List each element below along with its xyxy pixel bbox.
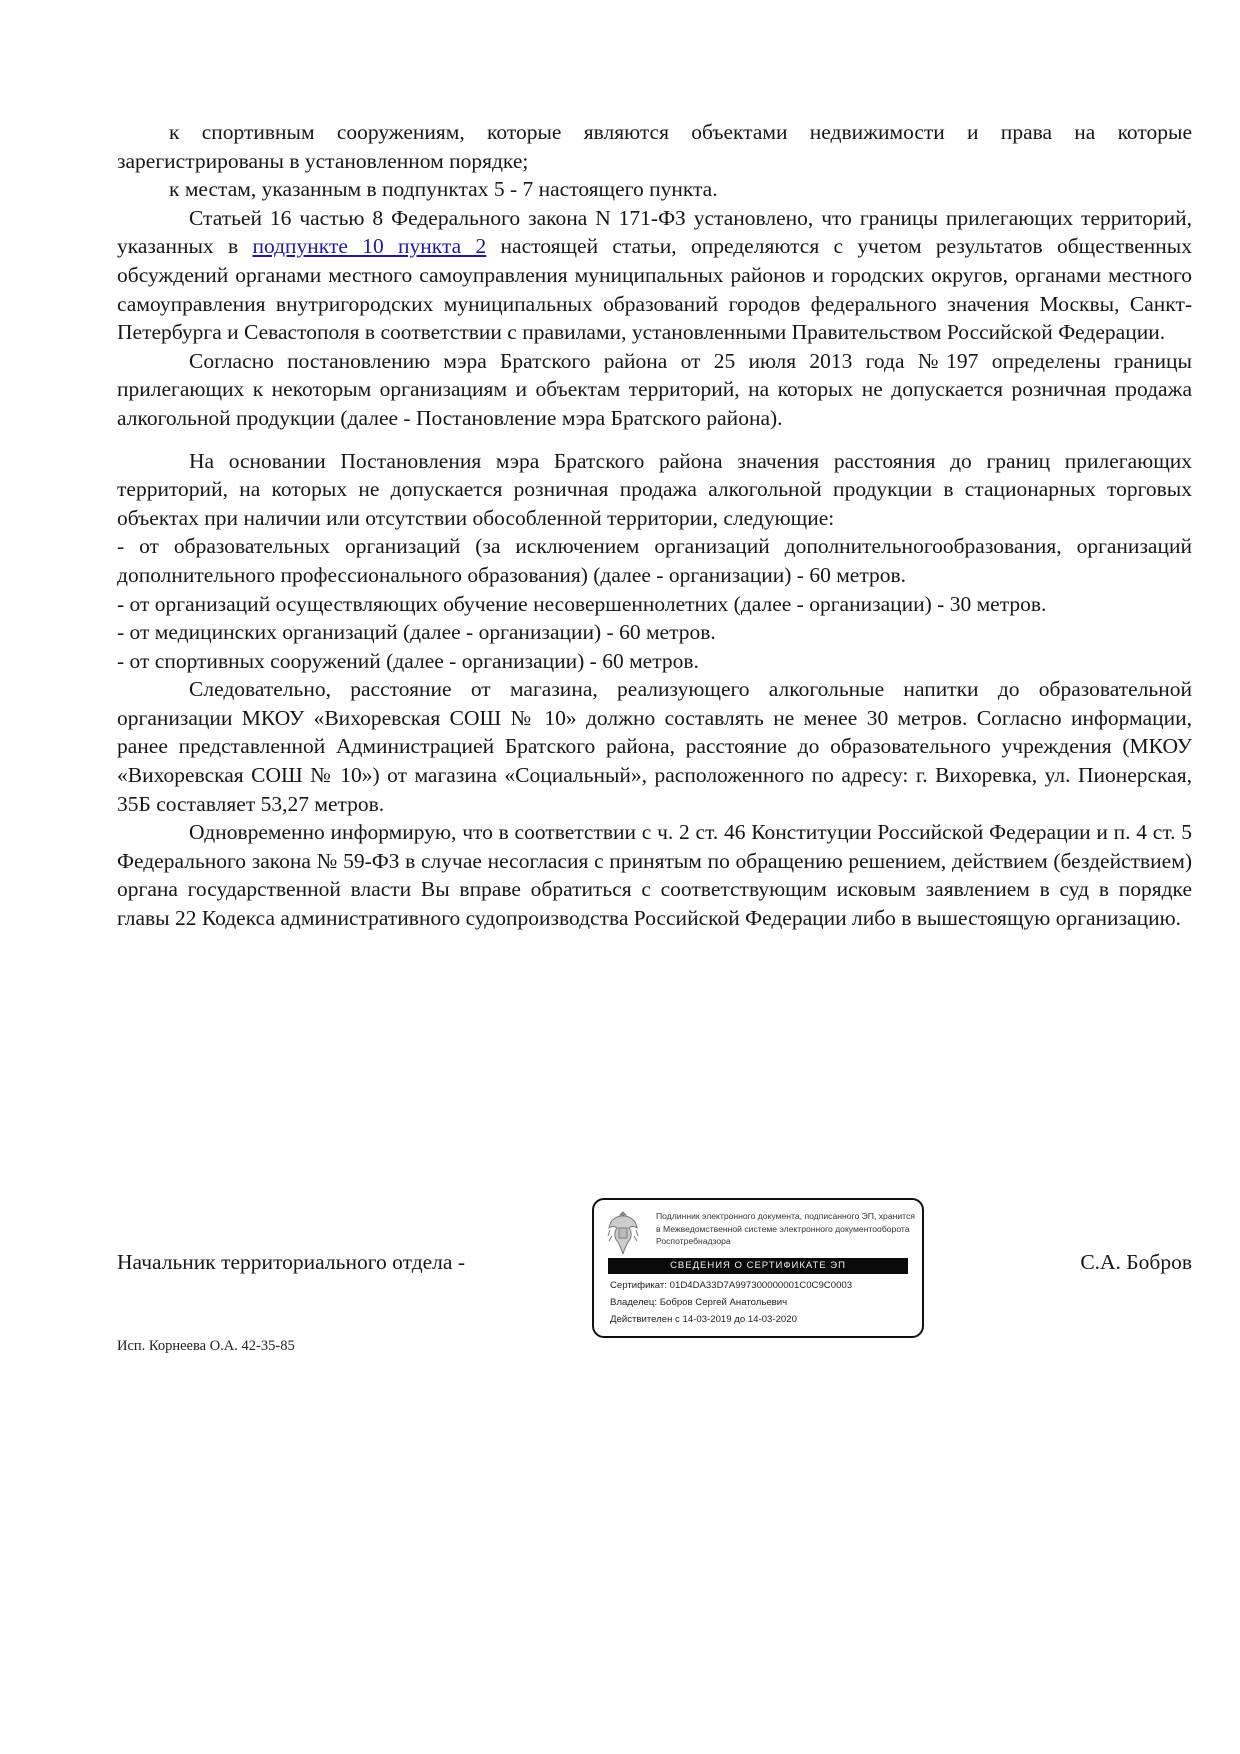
stamp-owner: Владелец: Бобров Сергей Анатольевич [610, 1297, 788, 1308]
list-item-minors: - от организаций осуществляющих обучение несовершеннолетних (далее - организации) - 30 метров. [117, 591, 1047, 616]
executor-contact: Исп. Корнеева О.А. 42-35-85 [117, 1338, 295, 1354]
stamp-original-note: Подлинник электронного документа, подписанного ЭП, хранится в Межведомственной системе электронного документооборота Роспотребнадзора [656, 1211, 915, 1247]
law-text-after-link: настоящей статьи, определяются с учетом результатов общественных обсуждений органами местного самоуправления муниципальных районов и городских округов, органами местного самоуправления внутригородских муниципальных образований городов федерального значения Москвы, Санкт-Петербурга и Севастополя в соответствии с правилами, установленными Правительством Российской Федерации. [117, 234, 1193, 345]
paragraph-appeal-rights: Одновременно информирую, что в соответствии с ч. 2 ст. 46 Конституции Российской Федерации и п. 4 ст. 5 Федерального закона № 59-ФЗ в случае несогласия с принятым по обращению решением, действием (бездействием) органа государственной власти Вы вправе обратиться с соответствующим исковым заявлением в суд в порядке главы 22 Кодекса административного судопроизводства Российской Федерации либо в вышестоящую организацию. [117, 820, 1192, 931]
letter-body [117, 118, 1192, 933]
stamp-certificate-number: Сертификат: 01D4DA33D7A997300000001C0C9C0003 [610, 1280, 853, 1291]
paragraph-sports-facilities: к спортивным сооружениям, которые являются объектами недвижимости и права на которые зарегистрированы в установленном порядке; [117, 120, 1192, 173]
list-item-sports: - от спортивных сооружений (далее - организации) - 60 метров. [117, 648, 699, 673]
signatory-position: Начальник территориального отдела - [117, 1250, 465, 1274]
signatory-name: С.А. Бобров [1080, 1250, 1192, 1274]
paragraph-places: к местам, указанным в подпунктах 5 - 7 настоящего пункта. [169, 177, 718, 202]
paragraph-conclusion: Следовательно, расстояние от магазина, реализующего алкогольные напитки до образовательной организации МКОУ «Вихоревская СОШ № 10» должно составлять не менее 30 метров. Согласно информации, ранее представленной Администрацией Братского района, расстояние до образовательного учреждения (МКОУ «Вихоревская СОШ № 10») от магазина «Социальный», расположенного по адресу: г. Вихоревка, ул. Пионерская, 35Б составляет 53,27 метров. [117, 677, 1192, 816]
russian-coat-of-arms-icon [606, 1208, 640, 1256]
paragraph-law-171 [117, 204, 1192, 347]
electronic-signature-stamp [592, 1198, 924, 1338]
stamp-certificate-title: СВЕДЕНИЯ О СЕРТИФИКАТЕ ЭП [608, 1258, 908, 1274]
stamp-validity: Действителен с 14-03-2019 до 14-03-2020 [610, 1314, 797, 1325]
paragraph-distances-intro: На основании Постановления мэра Братского района значения расстояния до границ прилегающих территорий, на которых не допускается розничная продажа алкогольной продукции в стационарных торговых объектах при наличии или отсутствии обособленной территории, следующие: [117, 448, 1192, 530]
subparagraph-10-link[interactable]: подпункте 10 пункта 2 [252, 234, 487, 259]
law-text-before-link: Статьей 16 частью 8 Федерального закона N 171-ФЗ установлено, что границы прилегающих территорий, указанных в [117, 205, 1192, 259]
list-item-medical: - от медицинских организаций (далее - организации) - 60 метров. [117, 620, 716, 645]
list-item-educational: - от образовательных организаций (за исключением организаций дополнительногообразования, организаций дополнительного профессионального образования) (далее - организации) - 60 метров. [117, 534, 1192, 587]
paragraph-mayor-decree: Согласно постановлению мэра Братского района от 25 июля 2013 года №197 определены границы прилегающих к некоторым организациям и объектам территорий, на которых не допускается розничная продажа алкогольной продукции (далее - Постановление мэра Братского района). [117, 348, 1192, 430]
